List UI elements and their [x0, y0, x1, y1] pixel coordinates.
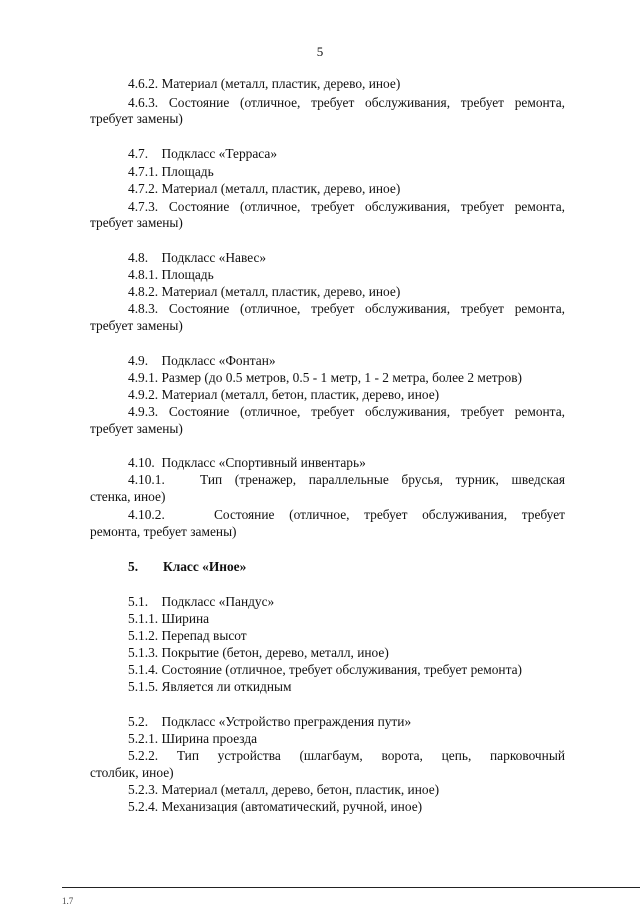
subclass-heading-4-10: 4.10. Подкласс «Спортивный инвентарь» [128, 455, 366, 470]
item-4-7-2: 4.7.2. Материал (металл, пластик, дерево, иное) [128, 181, 401, 196]
footer-mark: 1.7 [62, 896, 74, 906]
subclass-heading-5-1: 5.1. Подкласс «Пандус» [128, 594, 275, 609]
item-4-10-2: Состояние (отличное, требует обслуживания, требует [214, 507, 565, 522]
section-5-title: Класс «Иное» [163, 559, 247, 574]
item-4-7-3-cont: требует замены) [90, 215, 183, 230]
subclass-heading-4-7: 4.7. Подкласс «Терраса» [128, 146, 278, 161]
item-4-10-1-cont: стенка, иное) [90, 489, 166, 504]
item-4-8-1: 4.8.1. Площадь [128, 267, 214, 282]
item-5-2-3: 5.2.3. Материал (металл, дерево, бетон, пластик, иное) [128, 782, 440, 797]
item-4-6-2: 4.6.2. Материал (металл, пластик, дерево, иное) [128, 76, 401, 91]
subclass-heading-4-9: 4.9. Подкласс «Фонтан» [128, 353, 276, 368]
item-4-9-3: 4.9.3. Состояние (отличное, требует обслуживания, требует ремонта, [128, 404, 565, 419]
item-4-10-2-number: 4.10.2. [128, 507, 165, 522]
subclass-heading-5-2: 5.2. Подкласс «Устройство преграждения пути» [128, 714, 412, 729]
item-4-6-3-cont: требует замены) [90, 111, 183, 126]
item-4-9-2: 4.9.2. Материал (металл, бетон, пластик, дерево, иное) [128, 387, 440, 402]
item-5-1-1: 5.1.1. Ширина [128, 611, 210, 626]
section-5-number: 5. [128, 559, 139, 574]
page-number: 5 [316, 44, 324, 59]
item-5-2-4: 5.2.4. Механизация (автоматический, ручной, иное) [128, 799, 423, 814]
subclass-heading-4-8: 4.8. Подкласс «Навес» [128, 250, 267, 265]
item-5-2-2: 5.2.2. Тип устройства (шлагбаум, ворота, цепь, парковочный [128, 748, 565, 763]
bottom-rule [62, 887, 640, 888]
item-4-10-1: Тип (тренажер, параллельные брусья, турник, шведская [200, 472, 565, 487]
item-4-9-1: 4.9.1. Размер (до 0.5 метров, 0.5 - 1 метр, 1 - 2 метра, более 2 метров) [128, 370, 522, 385]
item-5-1-5: 5.1.5. Является ли откидным [128, 679, 292, 694]
item-5-1-2: 5.1.2. Перепад высот [128, 628, 247, 643]
item-4-6-3: 4.6.3. Состояние (отличное, требует обслуживания, требует ремонта, [128, 95, 565, 110]
item-4-10-1-number: 4.10.1. [128, 472, 165, 487]
item-4-8-3-cont: требует замены) [90, 318, 183, 333]
item-4-8-3: 4.8.3. Состояние (отличное, требует обслуживания, требует ремонта, [128, 301, 565, 316]
item-5-2-1: 5.2.1. Ширина проезда [128, 731, 258, 746]
item-4-7-1: 4.7.1. Площадь [128, 164, 214, 179]
item-4-7-3: 4.7.3. Состояние (отличное, требует обслуживания, требует ремонта, [128, 199, 565, 214]
item-5-1-4: 5.1.4. Состояние (отличное, требует обслуживания, требует ремонта) [128, 662, 522, 677]
item-4-9-3-cont: требует замены) [90, 421, 183, 436]
item-5-1-3: 5.1.3. Покрытие (бетон, дерево, металл, иное) [128, 645, 389, 660]
item-5-2-2-cont: столбик, иное) [90, 765, 174, 780]
item-4-10-2-cont: ремонта, требует замены) [90, 524, 237, 539]
item-4-8-2: 4.8.2. Материал (металл, пластик, дерево, иное) [128, 284, 401, 299]
